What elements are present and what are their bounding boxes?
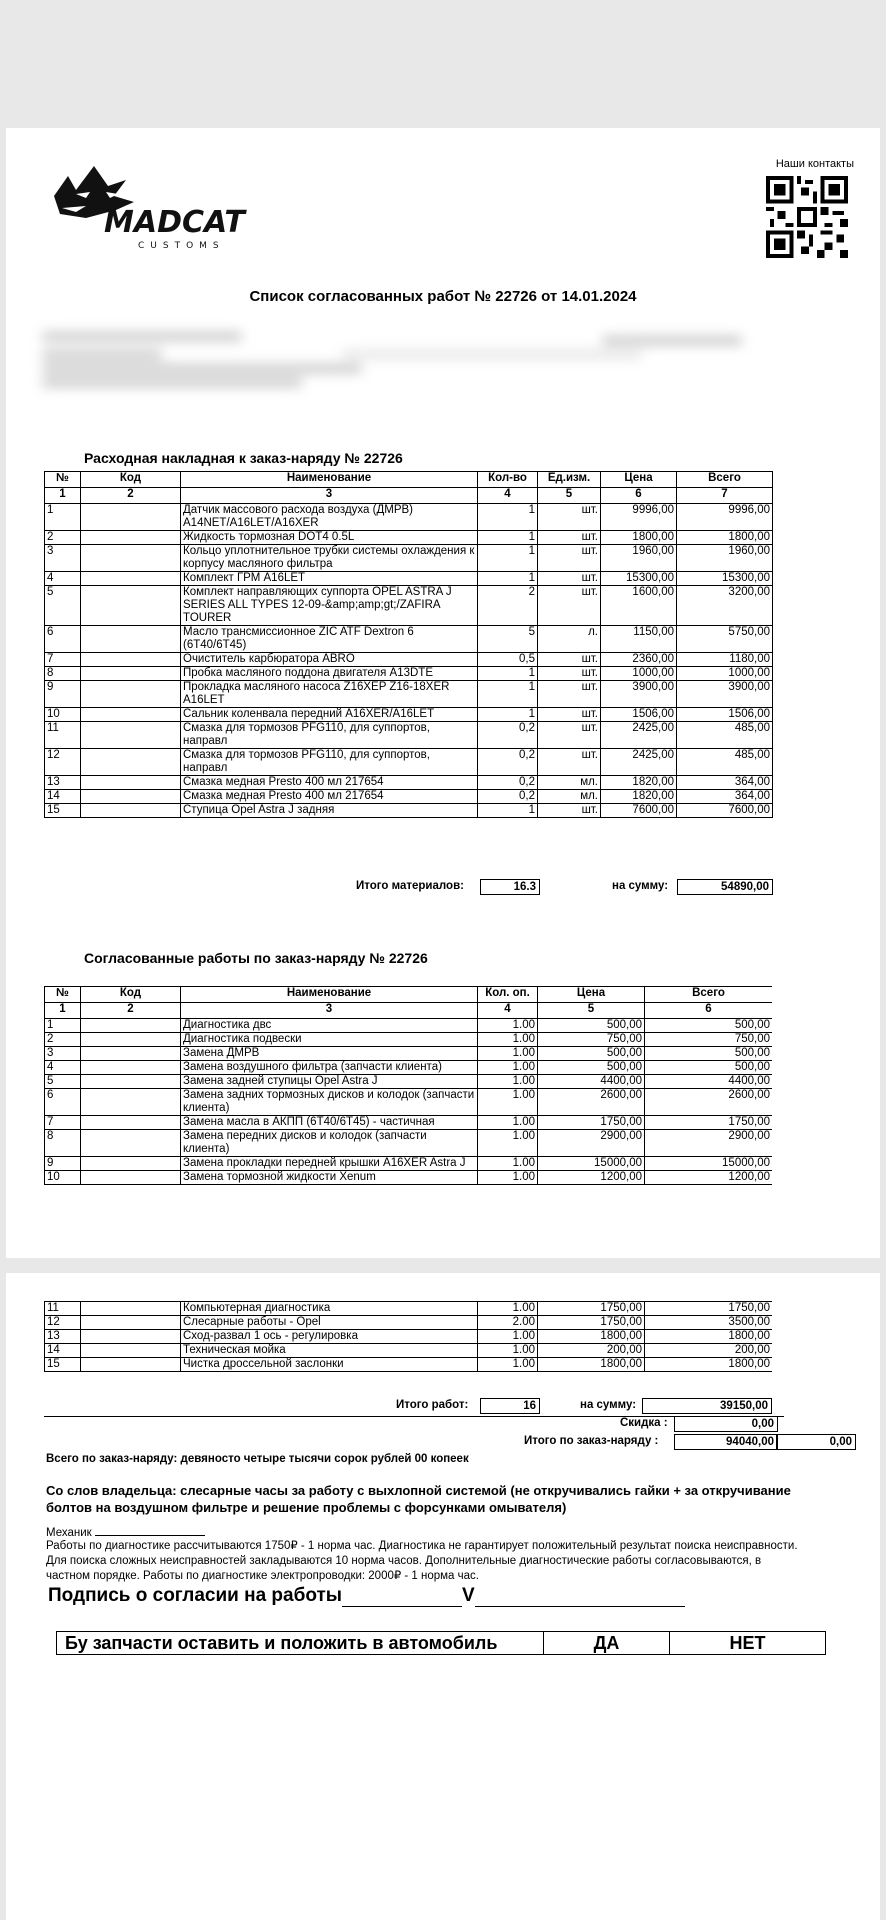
cell-price: 1750,00 [538, 1316, 645, 1330]
materials-section-title: Расходная накладная к заказ-наряду № 22726 [84, 450, 403, 466]
table-row [45, 504, 773, 531]
cell-n: 6 [45, 1089, 81, 1116]
table-row [45, 1130, 773, 1157]
signature-mark: V [462, 1585, 475, 1606]
cell-total: 1180,00 [677, 653, 773, 667]
cell-name: Сход-развал 1 ось - регулировка [181, 1330, 478, 1344]
header-cell: Цена [538, 987, 645, 1003]
header-cell: Кол. оп. [478, 987, 538, 1003]
column-number: 7 [677, 488, 773, 504]
cell-total: 1800,00 [677, 531, 773, 545]
cell-price: 2600,00 [538, 1089, 645, 1116]
cell-qty: 1 [478, 531, 538, 545]
table-row [45, 681, 773, 708]
cell-total: 485,00 [677, 722, 773, 749]
table-row [45, 1330, 773, 1344]
qr-code-icon[interactable] [766, 176, 848, 258]
cell-code [81, 572, 181, 586]
divider [44, 1416, 784, 1417]
cell-code [81, 653, 181, 667]
cell-code [81, 749, 181, 776]
cell-n: 11 [45, 1302, 81, 1316]
cell-n: 14 [45, 790, 81, 804]
cell-code [81, 1047, 181, 1061]
cell-price: 1000,00 [601, 667, 677, 681]
cell-name: Датчик массового расхода воздуха (ДМРВ) A14NET/A16LET/A16XER [181, 504, 478, 531]
cell-code [81, 804, 181, 818]
cell-qty: 1.00 [478, 1116, 538, 1130]
cell-code [81, 1130, 181, 1157]
cell-n: 3 [45, 1047, 81, 1061]
cell-price: 1506,00 [601, 708, 677, 722]
works-sum-label: на сумму: [580, 1399, 637, 1411]
cell-n: 9 [45, 681, 81, 708]
cell-n: 12 [45, 749, 81, 776]
table-row [45, 722, 773, 749]
header-cell: Код [81, 987, 181, 1003]
cell-total: 1750,00 [645, 1116, 773, 1130]
cell-unit: шт. [538, 708, 601, 722]
document-page-1 [6, 128, 880, 1258]
cell-qty: 1.00 [478, 1344, 538, 1358]
cell-n: 7 [45, 653, 81, 667]
cell-code [81, 626, 181, 653]
cell-total: 500,00 [645, 1019, 773, 1033]
table-row [45, 572, 773, 586]
works-table-continued [44, 1301, 772, 1372]
works-total-qty: 16 [480, 1398, 540, 1414]
works-table-wrapper-page1 [44, 986, 772, 1258]
cell-n: 7 [45, 1116, 81, 1130]
table-row [45, 1061, 773, 1075]
owner-note: Со слов владельца: слесарные часы за работу с выхлопной системой (не откручивались гайки + за откручивание болтов на воздушном фильтре и решение проблемы с форсунками омывателя) [46, 1483, 791, 1515]
cell-name: Замена тормозной жидкости Xenum [181, 1171, 478, 1185]
cell-code [81, 531, 181, 545]
cell-qty: 1.00 [478, 1019, 538, 1033]
cell-name: Масло трансмиссионное ZIC ATF Dextron 6 (6T40/6T45) [181, 626, 478, 653]
cell-unit: шт. [538, 531, 601, 545]
cell-price: 7600,00 [601, 804, 677, 818]
cell-name: Техническая мойка [181, 1344, 478, 1358]
brand-name: MADCAT [104, 205, 245, 240]
cell-qty: 1 [478, 804, 538, 818]
cell-qty: 2.00 [478, 1316, 538, 1330]
table-row [45, 1019, 773, 1033]
discount-label: Скидка : [620, 1417, 668, 1429]
cell-price: 1820,00 [601, 776, 677, 790]
cell-name: Диагностика подвески [181, 1033, 478, 1047]
cell-qty: 0,5 [478, 653, 538, 667]
order-total-extra: 0,00 [776, 1434, 856, 1450]
cell-code [81, 790, 181, 804]
cell-n: 10 [45, 708, 81, 722]
cell-total: 5750,00 [677, 626, 773, 653]
cell-unit: шт. [538, 586, 601, 626]
cell-code [81, 1089, 181, 1116]
cell-name: Замена прокладки передней крышки A16XER Astra J [181, 1157, 478, 1171]
document-title: Список согласованных работ № 22726 от 14.01.2024 [249, 288, 637, 305]
cell-price: 500,00 [538, 1061, 645, 1075]
cell-n: 13 [45, 776, 81, 790]
cell-n: 8 [45, 1130, 81, 1157]
cell-n: 14 [45, 1344, 81, 1358]
cell-name: Кольцо уплотнительное трубки системы охлаждения к корпусу масляного фильтра [181, 545, 478, 572]
parts-question: Бу запчасти оставить и положить в автомобиль [57, 1632, 544, 1655]
cell-n: 1 [45, 504, 81, 531]
cell-n: 9 [45, 1157, 81, 1171]
cell-total: 750,00 [645, 1033, 773, 1047]
table-row [45, 1033, 773, 1047]
cell-code [81, 1157, 181, 1171]
cell-name: Смазка для тормозов PFG110, для суппортов, направл [181, 722, 478, 749]
cell-total: 15300,00 [677, 572, 773, 586]
header-cell: № [45, 472, 81, 488]
table-row [45, 1157, 773, 1171]
cell-name: Слесарные работы - Opel [181, 1316, 478, 1330]
cell-code [81, 545, 181, 572]
discount-value: 0,00 [674, 1416, 778, 1432]
cell-price: 15300,00 [601, 572, 677, 586]
works-table [44, 986, 772, 1185]
cell-code [81, 1075, 181, 1089]
materials-table [44, 471, 773, 818]
cell-total: 15000,00 [645, 1157, 773, 1171]
order-total-label: Итого по заказ-наряду : [524, 1435, 659, 1447]
signature-blank[interactable] [342, 1588, 462, 1607]
cell-total: 4400,00 [645, 1075, 773, 1089]
table-row [45, 1047, 773, 1061]
table-row [45, 1116, 773, 1130]
table-row [45, 776, 773, 790]
cell-total: 1750,00 [645, 1302, 773, 1316]
cell-n: 6 [45, 626, 81, 653]
cell-n: 2 [45, 531, 81, 545]
cell-name: Комплект направляющих суппорта OPEL ASTRA J SERIES ALL TYPES 12-09-&amp;amp;gt;/ZAFIRA TOURER [181, 586, 478, 626]
cell-name: Прокладка масляного насоса Z16XEP Z16-18XER A16LET [181, 681, 478, 708]
cell-name: Замена задней ступицы Opel Astra J [181, 1075, 478, 1089]
cell-n: 5 [45, 586, 81, 626]
cell-price: 1960,00 [601, 545, 677, 572]
cell-qty: 1.00 [478, 1302, 538, 1316]
cell-price: 1200,00 [538, 1171, 645, 1185]
cell-name: Чистка дроссельной заслонки [181, 1358, 478, 1372]
works-table-wrapper-page2 [44, 1301, 772, 1385]
cell-n: 15 [45, 1358, 81, 1372]
cell-n: 2 [45, 1033, 81, 1047]
cell-name: Комплект ГРМ A16LET [181, 572, 478, 586]
cell-qty: 1.00 [478, 1330, 538, 1344]
cell-qty: 1 [478, 504, 538, 531]
cell-price: 15000,00 [538, 1157, 645, 1171]
cell-qty: 1 [478, 708, 538, 722]
cell-name: Жидкость тормозная DOT4 0.5L [181, 531, 478, 545]
materials-sum-value: 54890,00 [677, 879, 773, 895]
cell-price: 1750,00 [538, 1302, 645, 1316]
cell-qty: 1 [478, 681, 538, 708]
parts-no-option[interactable]: НЕТ [670, 1632, 826, 1655]
cell-qty: 2 [478, 586, 538, 626]
header-cell: Код [81, 472, 181, 488]
cell-name: Замена ДМРВ [181, 1047, 478, 1061]
table-row [45, 667, 773, 681]
cell-n: 8 [45, 667, 81, 681]
table-row [45, 586, 773, 626]
header-cell: Всего [645, 987, 773, 1003]
column-number: 3 [181, 1003, 478, 1019]
cell-price: 500,00 [538, 1047, 645, 1061]
table-row [45, 790, 773, 804]
cell-name: Пробка масляного поддона двигателя A13DTE [181, 667, 478, 681]
cell-total: 364,00 [677, 790, 773, 804]
cell-total: 3200,00 [677, 586, 773, 626]
column-number: 2 [81, 488, 181, 504]
cell-code [81, 504, 181, 531]
column-number: 6 [645, 1003, 773, 1019]
table-row [45, 1316, 773, 1330]
cell-name: Ступица Opel Astra J задняя [181, 804, 478, 818]
cell-price: 2900,00 [538, 1130, 645, 1157]
cell-total: 1800,00 [645, 1330, 773, 1344]
cell-name: Диагностика двс [181, 1019, 478, 1033]
cell-name: Смазка медная Presto 400 мл 217654 [181, 776, 478, 790]
column-number: 5 [538, 1003, 645, 1019]
cell-qty: 1 [478, 667, 538, 681]
cell-price: 9996,00 [601, 504, 677, 531]
table-row [45, 708, 773, 722]
cell-price: 3900,00 [601, 681, 677, 708]
cell-price: 2360,00 [601, 653, 677, 667]
header-cell: Всего [677, 472, 773, 488]
header-cell: Наименование [181, 472, 478, 488]
table-row [45, 545, 773, 572]
cell-code [81, 1316, 181, 1330]
cell-unit: шт. [538, 572, 601, 586]
order-total-value: 94040,00 [674, 1434, 778, 1450]
cell-total: 485,00 [677, 749, 773, 776]
column-number: 1 [45, 1003, 81, 1019]
cell-total: 1000,00 [677, 667, 773, 681]
cell-name: Замена масла в АКПП (6T40/6T45) - частичная [181, 1116, 478, 1130]
cell-code [81, 1330, 181, 1344]
cell-price: 200,00 [538, 1344, 645, 1358]
column-number: 4 [478, 1003, 538, 1019]
parts-yes-option[interactable]: ДА [544, 1632, 670, 1655]
cell-total: 1200,00 [645, 1171, 773, 1185]
table-row [45, 804, 773, 818]
total-in-words: Всего по заказ-наряду: девяносто четыре тысячи сорок рублей 00 копеек [46, 1453, 469, 1465]
cell-n: 15 [45, 804, 81, 818]
cell-name: Компьютерная диагностика [181, 1302, 478, 1316]
works-section-title: Согласованные работы по заказ-наряду № 22726 [84, 950, 428, 966]
cell-unit: шт. [538, 681, 601, 708]
cell-total: 9996,00 [677, 504, 773, 531]
signature-line [48, 1585, 685, 1607]
cell-code [81, 1358, 181, 1372]
cell-price: 500,00 [538, 1019, 645, 1033]
cell-price: 750,00 [538, 1033, 645, 1047]
cell-name: Замена задних тормозных дисков и колодок (запчасти клиента) [181, 1089, 478, 1116]
cell-code [81, 776, 181, 790]
materials-table-head [45, 472, 773, 504]
column-number: 6 [601, 488, 677, 504]
signature-label: Подпись о согласии на работы [48, 1585, 342, 1606]
cell-qty: 1.00 [478, 1089, 538, 1116]
header-cell: Наименование [181, 987, 478, 1003]
cell-name: Замена передних дисков и колодок (запчасти клиента) [181, 1130, 478, 1157]
cell-qty: 1.00 [478, 1358, 538, 1372]
brand-sub: CUSTOMS [138, 241, 225, 251]
cell-code [81, 708, 181, 722]
cell-name: Очиститель карбюратора ABRO [181, 653, 478, 667]
materials-total-label: Итого материалов: [356, 880, 464, 892]
cell-price: 2425,00 [601, 749, 677, 776]
cell-total: 200,00 [645, 1344, 773, 1358]
cell-qty: 1.00 [478, 1033, 538, 1047]
header-cell: Цена [601, 472, 677, 488]
table-row [45, 626, 773, 653]
column-number: 5 [538, 488, 601, 504]
cell-total: 2600,00 [645, 1089, 773, 1116]
cell-n: 5 [45, 1075, 81, 1089]
cell-qty: 1.00 [478, 1130, 538, 1157]
cell-unit: мл. [538, 790, 601, 804]
cell-name: Замена воздушного фильтра (запчасти клиента) [181, 1061, 478, 1075]
cell-qty: 1.00 [478, 1075, 538, 1089]
cell-price: 1150,00 [601, 626, 677, 653]
cell-n: 3 [45, 545, 81, 572]
madcat-logo [46, 156, 276, 251]
cell-n: 10 [45, 1171, 81, 1185]
cell-qty: 1.00 [478, 1171, 538, 1185]
document-page-2 [6, 1273, 880, 1920]
cell-code [81, 667, 181, 681]
cell-code [81, 1033, 181, 1047]
cell-unit: шт. [538, 804, 601, 818]
cell-price: 1750,00 [538, 1116, 645, 1130]
cell-n: 4 [45, 1061, 81, 1075]
cell-code [81, 1171, 181, 1185]
table-row [45, 531, 773, 545]
cell-code [81, 1344, 181, 1358]
cell-qty: 1.00 [478, 1061, 538, 1075]
cell-total: 3900,00 [677, 681, 773, 708]
cell-code [81, 586, 181, 626]
cell-qty: 0,2 [478, 776, 538, 790]
cell-n: 4 [45, 572, 81, 586]
works-table-head [45, 987, 773, 1019]
redacted-client-info [42, 324, 778, 392]
table-row [45, 1089, 773, 1116]
cell-qty: 0,2 [478, 749, 538, 776]
cell-code [81, 1116, 181, 1130]
header-cell: № [45, 987, 81, 1003]
cell-qty: 1 [478, 545, 538, 572]
cell-unit: шт. [538, 504, 601, 531]
cell-n: 1 [45, 1019, 81, 1033]
cell-unit: шт. [538, 545, 601, 572]
materials-sum-label: на сумму: [612, 880, 669, 892]
table-row [45, 749, 773, 776]
table-row [45, 1302, 773, 1316]
cell-total: 3500,00 [645, 1316, 773, 1330]
cell-n: 13 [45, 1330, 81, 1344]
cell-name: Сальник коленвала передний A16XER/A16LET [181, 708, 478, 722]
cell-name: Смазка для тормозов PFG110, для суппортов, направл [181, 749, 478, 776]
cell-unit: л. [538, 626, 601, 653]
cell-n: 12 [45, 1316, 81, 1330]
cell-total: 500,00 [645, 1047, 773, 1061]
cell-code [81, 1061, 181, 1075]
works-sum-value: 39150,00 [642, 1398, 772, 1414]
cell-code [81, 1019, 181, 1033]
mechanic-label: Механик [46, 1527, 92, 1539]
cell-price: 4400,00 [538, 1075, 645, 1089]
cell-code [81, 722, 181, 749]
cell-qty: 0,2 [478, 790, 538, 804]
cell-qty: 5 [478, 626, 538, 653]
table-row [45, 1358, 773, 1372]
table-row [45, 1171, 773, 1185]
cell-code [81, 681, 181, 708]
cell-unit: шт. [538, 653, 601, 667]
header-cell: Кол-во [478, 472, 538, 488]
cell-total: 364,00 [677, 776, 773, 790]
contacts-label: Наши контакты [775, 158, 854, 170]
cell-unit: шт. [538, 749, 601, 776]
parts-choice-table [56, 1631, 826, 1655]
cell-total: 500,00 [645, 1061, 773, 1075]
cell-price: 1800,00 [601, 531, 677, 545]
cell-total: 1960,00 [677, 545, 773, 572]
cell-unit: шт. [538, 667, 601, 681]
cell-qty: 1.00 [478, 1157, 538, 1171]
table-row [45, 1344, 773, 1358]
cell-qty: 1.00 [478, 1047, 538, 1061]
cell-unit: мл. [538, 776, 601, 790]
column-number: 2 [81, 1003, 181, 1019]
cell-total: 1800,00 [645, 1358, 773, 1372]
diagnostics-note: Работы по диагностике рассчитываются 1750₽ - 1 норма час. Диагностика не гарантирует положительный результат поиска неисправности. Для поиска сложных неисправностей закладываются 10 норма часов. Дополнительные диагностические работы согласовываются, в частном порядке. Работы по диагностике электропроводки: 2000₽ - 1 норма час. [46, 1540, 798, 1582]
column-number: 1 [45, 488, 81, 504]
cell-qty: 0,2 [478, 722, 538, 749]
cell-total: 1506,00 [677, 708, 773, 722]
works-total-label: Итого работ: [396, 1399, 469, 1411]
table-row [45, 1075, 773, 1089]
materials-total-qty: 16.3 [480, 879, 540, 895]
cell-unit: шт. [538, 722, 601, 749]
column-number: 3 [181, 488, 478, 504]
cell-total: 2900,00 [645, 1130, 773, 1157]
cell-price: 2425,00 [601, 722, 677, 749]
header-cell: Ед.изм. [538, 472, 601, 488]
column-number: 4 [478, 488, 538, 504]
cell-total: 7600,00 [677, 804, 773, 818]
cell-n: 11 [45, 722, 81, 749]
cell-name: Смазка медная Presto 400 мл 217654 [181, 790, 478, 804]
table-row [45, 653, 773, 667]
cell-price: 1800,00 [538, 1358, 645, 1372]
signature-field[interactable] [475, 1588, 685, 1607]
cell-qty: 1 [478, 572, 538, 586]
cell-price: 1600,00 [601, 586, 677, 626]
cell-price: 1820,00 [601, 790, 677, 804]
cell-price: 1800,00 [538, 1330, 645, 1344]
cell-code [81, 1302, 181, 1316]
